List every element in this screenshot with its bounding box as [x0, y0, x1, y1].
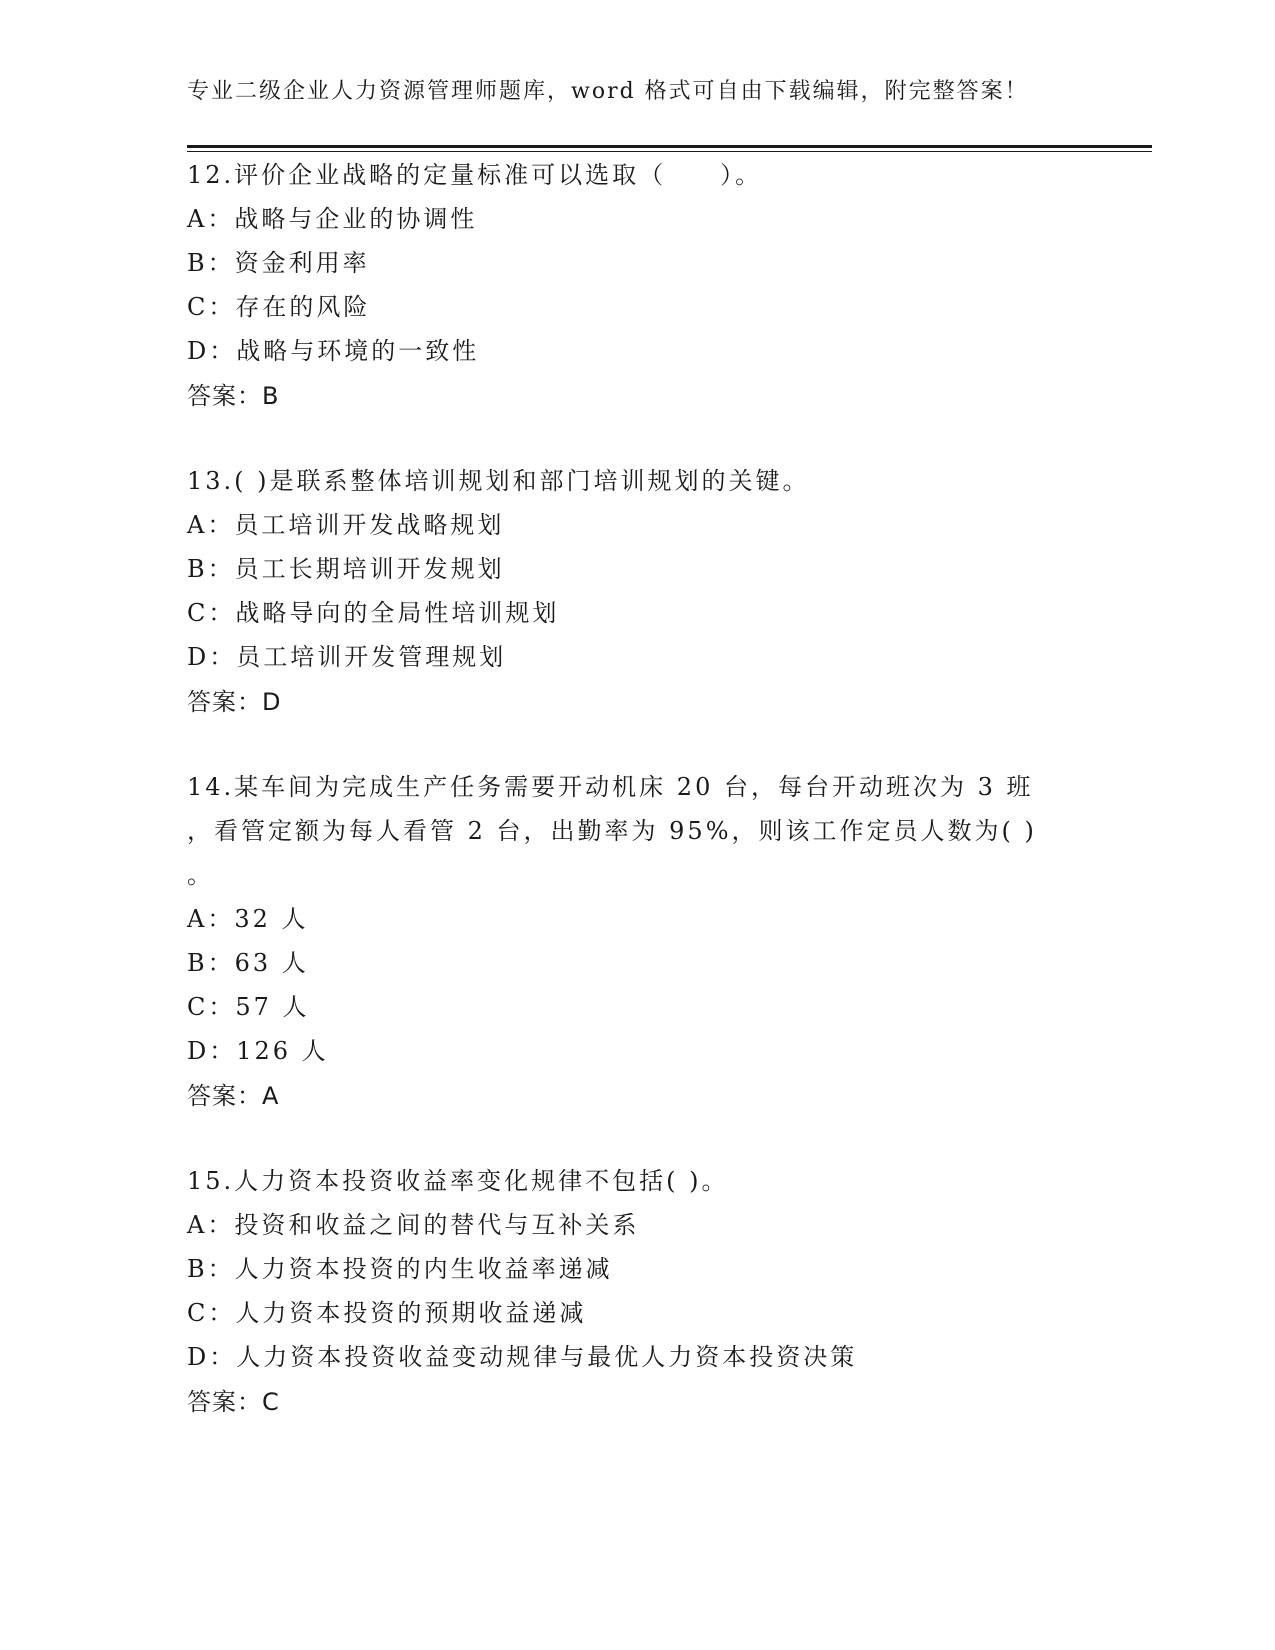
question-stem-line-1: 14.某车间为完成生产任务需要开动机床 20 台，每台开动班次为 3 班	[187, 773, 1034, 801]
option-b: B：人力资本投资的内生收益率递减	[187, 1255, 613, 1283]
header-text: 专业二级企业人力资源管理师题库，word 格式可自由下载编辑，附完整答案！	[187, 79, 1029, 104]
option-a: A：战略与企业的协调性	[187, 205, 478, 233]
question-stem: 13.( )是联系整体培训规划和部门培训规划的关键。	[187, 467, 810, 495]
answer: 答案：D	[187, 688, 282, 716]
option-d: D：员工培训开发管理规划	[187, 643, 507, 671]
answer: 答案：A	[187, 1082, 280, 1110]
option-c: C：57 人	[187, 993, 310, 1021]
header-rule-thick	[187, 145, 1152, 148]
answer: 答案：C	[187, 1388, 280, 1416]
question-stem-line-2: ，看管定额为每人看管 2 台，出勤率为 95%，则该工作定员人数为( )	[187, 817, 1037, 845]
option-d: D：126 人	[187, 1037, 329, 1065]
option-b: B：资金利用率	[187, 249, 370, 277]
question-stem: 15.人力资本投资收益率变化规律不包括( )。	[187, 1167, 729, 1195]
answer: 答案：B	[187, 382, 280, 410]
option-b: B：员工长期培训开发规划	[187, 555, 505, 583]
option-c: C：战略导向的全局性培训规划	[187, 599, 560, 627]
question-stem-line-3: 。	[187, 861, 214, 889]
option-b: B：63 人	[187, 949, 309, 977]
header-rule-thin	[187, 151, 1152, 152]
option-a: A：投资和收益之间的替代与互补关系	[187, 1211, 640, 1239]
option-c: C：人力资本投资的预期收益递减	[187, 1299, 587, 1327]
option-a: A：员工培训开发战略规划	[187, 511, 505, 539]
option-a: A：32 人	[187, 905, 309, 933]
question-stem: 12.评价企业战略的定量标准可以选取（ ）。	[187, 161, 763, 189]
option-d: D：战略与环境的一致性	[187, 337, 480, 365]
option-d: D：人力资本投资收益变动规律与最优人力资本投资决策	[187, 1343, 858, 1371]
option-c: C：存在的风险	[187, 293, 371, 321]
